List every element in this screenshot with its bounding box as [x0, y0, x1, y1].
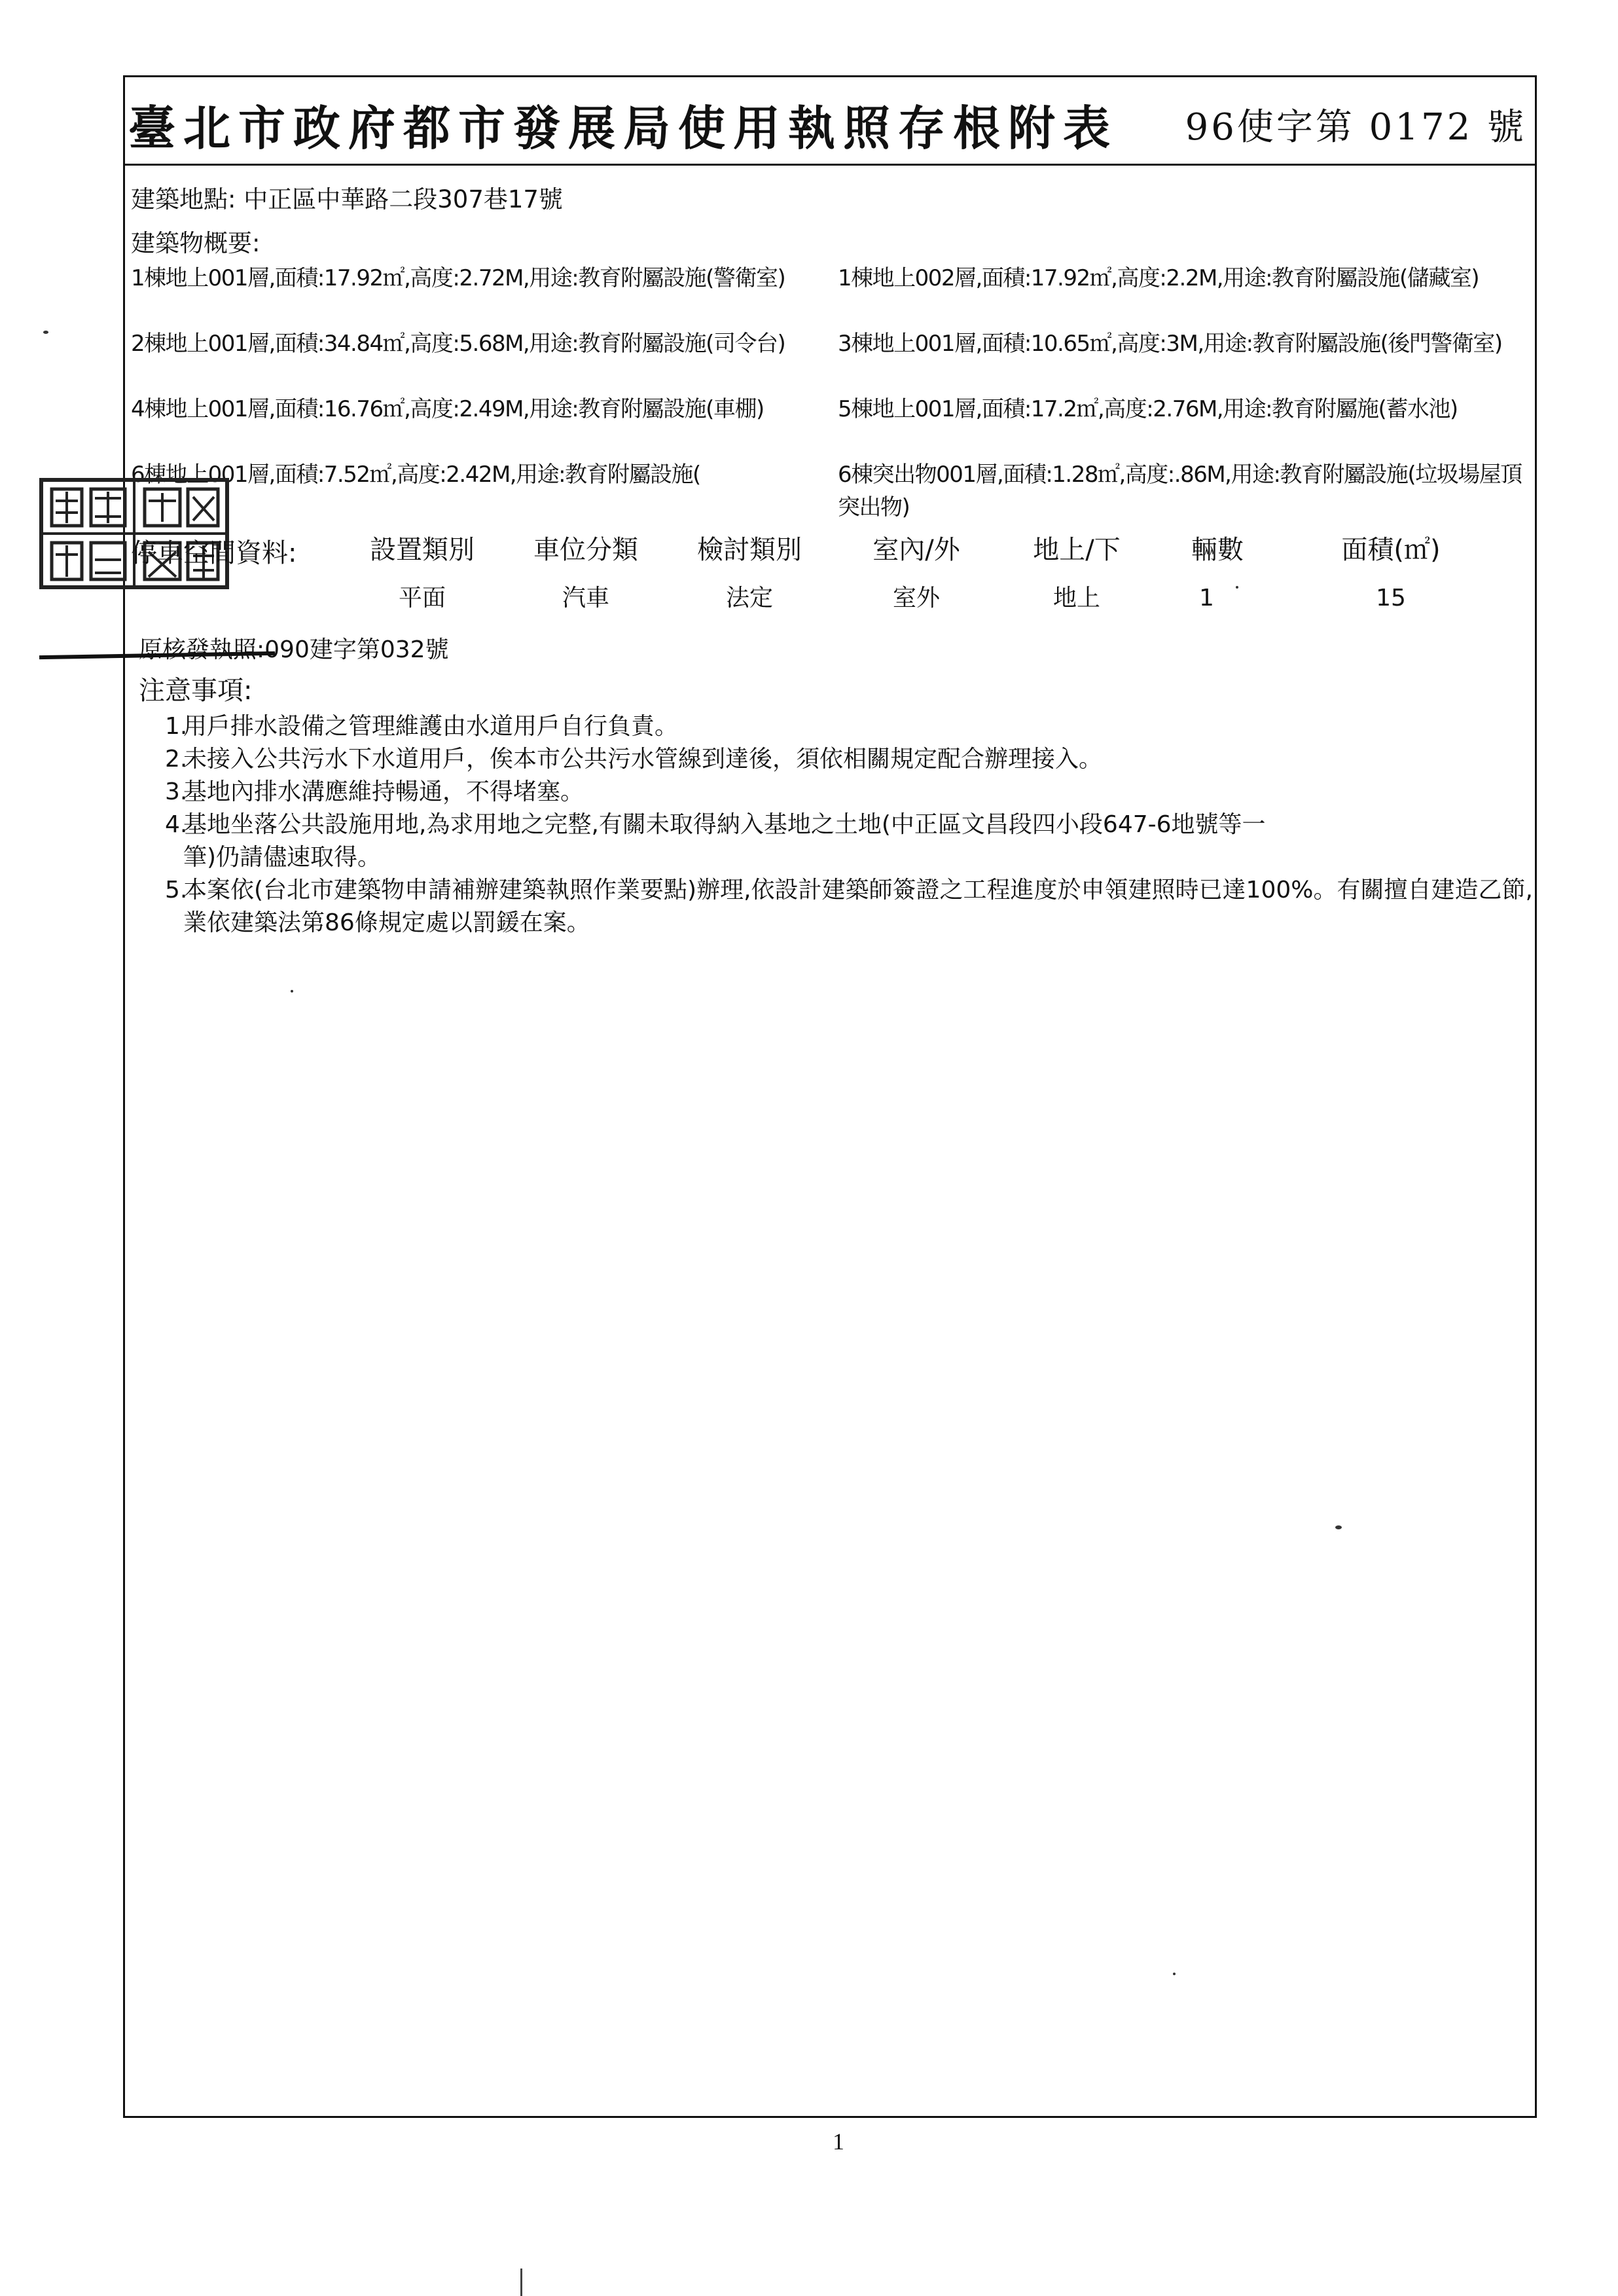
- parking-header: 車位分類: [533, 535, 638, 565]
- scan-speck: [1236, 586, 1238, 589]
- overview-entry: 5棟地上001層,面積:17.2㎡,高度:2.76M,用途:教育附屬施(蓄水池): [838, 396, 1458, 422]
- original-permit: [139, 634, 449, 666]
- overview-row: [131, 393, 1532, 458]
- building-overview: [131, 262, 1532, 524]
- original-permit-label: 原核發執照:: [139, 636, 265, 663]
- overview-entry: 3棟地上001層,面積:10.65㎡,高度:3M,用途:教育附屬設施(後門警衛室): [838, 331, 1502, 357]
- original-permit-value: 090建字第032號: [264, 636, 449, 663]
- parking-header: 輛數: [1191, 535, 1244, 565]
- list-item: [165, 874, 1564, 939]
- parking-value: 平面: [398, 585, 446, 611]
- parking-header: 地上/下: [1033, 535, 1121, 565]
- note-number: 2.: [165, 746, 188, 773]
- overview-entry: 4棟地上001層,面積:16.76㎡,高度:2.49M,用途:教育附屬設施(車棚): [131, 396, 764, 422]
- parking-value: 地上: [1052, 585, 1100, 611]
- parking-column: [1319, 532, 1463, 617]
- scan-speck: [1335, 1525, 1342, 1529]
- note-text: 基地內排水溝應維持暢通，不得堵塞。: [183, 778, 584, 805]
- permit-number: 96使字第 0172 號: [1185, 106, 1526, 149]
- note-text: 未接入公共污水下水道用戶，俟本市公共污水管線到達後，須依相關規定配合辦理接入。: [183, 746, 1103, 773]
- parking-column: [1011, 532, 1142, 617]
- scan-speck: [1173, 1973, 1176, 1975]
- parking-value: 法定: [725, 585, 773, 611]
- parking-column: [684, 532, 815, 617]
- parking-column: [357, 532, 488, 617]
- note-text: 本案依(台北市建築物申請補辦建築執照作業要點)辦理,依設計建築師簽證之工程進度於申領建照時已達100%。有關擅自建造乙節,業依建築法第86條規定處以罰鍰在案。: [183, 877, 1533, 936]
- overview-row: [131, 458, 1532, 524]
- note-text: 基地坐落公共設施用地,為求用地之完整,有關未取得納入基地之土地(中正區文昌段四小段647-6地號等一筆)仍請儘速取得。: [183, 811, 1266, 871]
- overview-entry: 2棟地上001層,面積:34.84㎡,高度:5.68M,用途:教育附屬設施(司令台): [131, 331, 785, 357]
- overview-label: 建築物概要:: [131, 229, 261, 257]
- parking-header: 面積(㎡): [1341, 535, 1441, 565]
- overview-entry: 1棟地上001層,面積:17.92㎡,高度:2.72M,用途:教育附屬設施(警衛室): [131, 265, 785, 291]
- list-item: [165, 809, 1564, 874]
- overview-entry: 1棟地上002層,面積:17.92㎡,高度:2.2M,用途:教育附屬設施(儲藏室): [838, 265, 1479, 291]
- parking-value: 15: [1376, 585, 1406, 611]
- note-text: 用戶排水設備之管理維護由水道用戶自行負責。: [183, 713, 679, 740]
- page-number: 1: [833, 2128, 844, 2155]
- document-title: 臺北市政府都市發展局使用執照存根附表: [128, 100, 1119, 156]
- location-label: 建築地點: [131, 185, 228, 213]
- notes-label: 注意事項:: [139, 676, 253, 706]
- list-item: [165, 710, 1564, 743]
- building-location: [131, 183, 563, 216]
- list-item: [165, 743, 1564, 776]
- notes-list: [165, 710, 1564, 939]
- parking-header: 檢討類別: [697, 535, 802, 565]
- list-item: [165, 776, 1564, 809]
- overview-entry: 6棟地上001層,面積:7.52㎡,高度:2.42M,用途:教育附屬設施(: [131, 462, 700, 488]
- location-colon: :: [228, 185, 244, 213]
- official-stamp: [36, 475, 232, 592]
- header-divider: [123, 164, 1537, 166]
- parking-column: [520, 532, 651, 617]
- scan-speck: [291, 990, 293, 993]
- note-number: 1.: [165, 713, 188, 740]
- parking-column: [1165, 532, 1270, 617]
- overview-entry: 6棟突出物001層,面積:1.28㎡,高度:.86M,用途:教育附屬設施(垃圾場屋頂突出物): [838, 462, 1522, 520]
- scan-speck: [43, 331, 48, 334]
- parking-header: 設置類別: [370, 535, 475, 565]
- parking-value: 1: [1199, 585, 1214, 611]
- parking-column: [851, 532, 982, 617]
- location-value: 中正區中華路二段307巷17號: [243, 185, 563, 213]
- overview-row: [131, 262, 1532, 327]
- parking-label: 停車空間資料:: [131, 538, 297, 568]
- scan-mark: [520, 2269, 522, 2296]
- overview-row: [131, 327, 1532, 393]
- note-number: 3.: [165, 778, 188, 805]
- parking-value: 室外: [892, 585, 940, 611]
- note-number: 5.: [165, 877, 188, 903]
- parking-header: 室內/外: [872, 535, 960, 565]
- parking-value: 汽車: [562, 585, 609, 611]
- note-number: 4.: [165, 811, 188, 838]
